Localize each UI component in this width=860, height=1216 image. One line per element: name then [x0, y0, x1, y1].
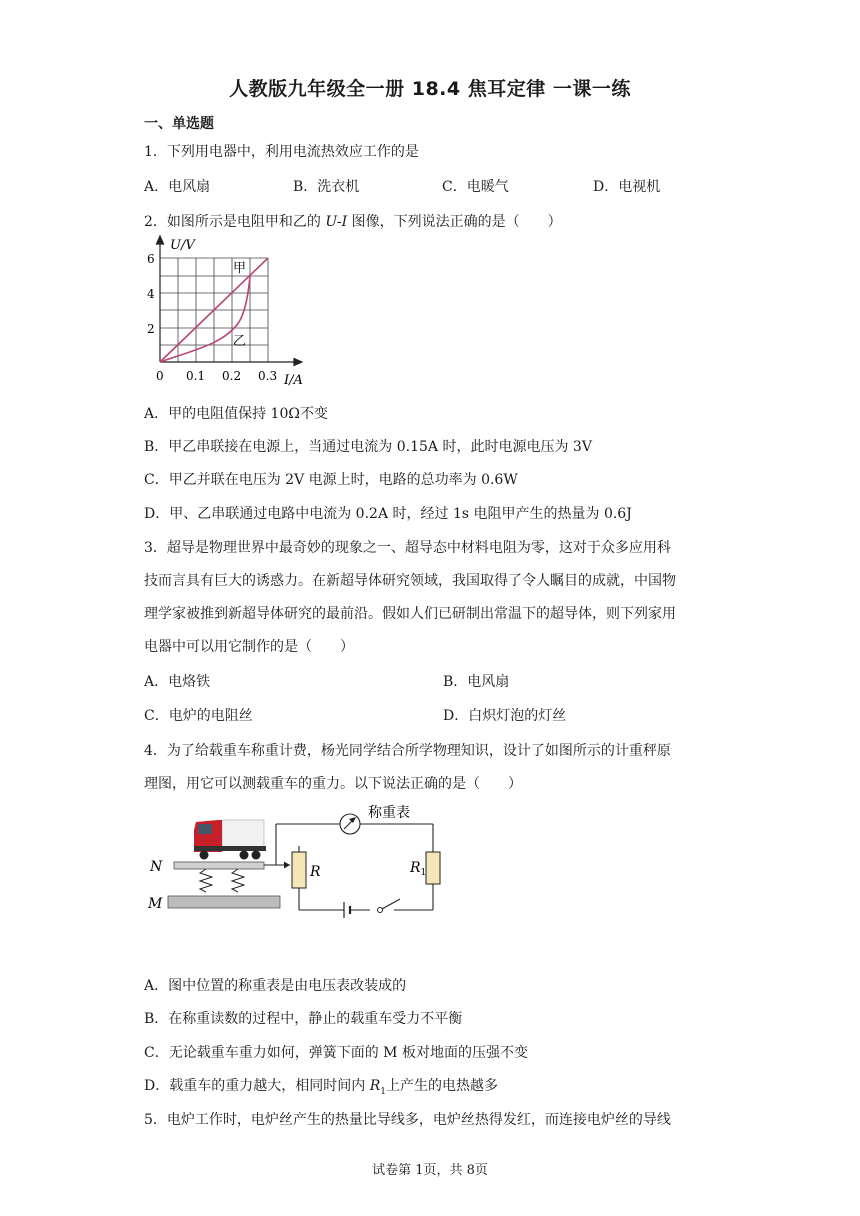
battery-icon [344, 902, 350, 918]
scale-circuit-diagram [144, 798, 444, 928]
x-axis-label: I/A [284, 373, 303, 388]
ui-graph [144, 232, 314, 390]
y-tick: 4 [147, 287, 155, 301]
question-3-option-b: B．电风扇 [443, 674, 510, 690]
question-3-line: 3．超导是物理世界中最奇妙的现象之一、超导态中材料电阻为零，这对于众多应用科 [144, 540, 671, 556]
question-3-option-c: C．电炉的电阻丝 [144, 708, 253, 724]
n-label: N [150, 859, 163, 875]
y-tick: 2 [147, 322, 155, 336]
r-label: R [310, 864, 321, 880]
meter-icon [340, 814, 360, 834]
resistor-r1 [426, 852, 440, 884]
question-4-option-d: D．载重车的重力越大，相同时间内 $R_1$上产生的电热越多 [144, 1078, 498, 1097]
r1-label: $R_1$ [410, 860, 427, 878]
question-2-option-d: D．甲、乙串联通过电路中电流为 0.2A 时，经过 1s 电阻甲产生的热量为 0.6J [144, 506, 632, 522]
question-3-line: 技而言具有巨大的诱惑力。在新超导体研究领域，我国取得了令人瞩目的成就，中国物 [144, 573, 676, 589]
m-label: M [148, 896, 163, 912]
question-3-option-a: A．电烙铁 [144, 674, 211, 690]
question-1-option-b: B．洗衣机 [293, 179, 360, 195]
plate-n [174, 862, 264, 869]
question-1-option-c: C．电暖气 [442, 179, 509, 195]
question-2-option-a: A．甲的电阻值保持 10Ω不变 [144, 406, 328, 422]
x-tick: 0 [156, 369, 164, 383]
question-5-line: 5．电炉工作时，电炉丝产生的热量比导线多，电炉丝热得发红，而连接电炉丝的导线 [144, 1112, 671, 1128]
y-axis-label: U/V [170, 238, 195, 253]
question-2-option-c: C．甲乙并联在电压为 2V 电源上时，电路的总功率为 0.6W [144, 472, 518, 488]
truck-icon [194, 820, 266, 860]
question-3-line: 电器中可以用它制作的是（ ） [144, 639, 354, 655]
question-4-line: 4．为了给载重车称重计费，杨光同学结合所学物理知识，设计了如图所示的计重秤原 [144, 743, 671, 759]
curve-jia-label: 甲 [233, 261, 247, 276]
question-2-stem: 2．如图所示是电阻甲和乙的 U-I 图像，下列说法正确的是（ ） [144, 214, 562, 230]
question-4-option-a: A．图中位置的称重表是由电压表改装成的 [144, 978, 407, 994]
question-3-option-d: D．白炽灯泡的灯丝 [443, 708, 567, 724]
meter-label: 称重表 [368, 805, 410, 821]
question-1-stem: 1．下列用电器中，利用电流热效应工作的是 [144, 144, 419, 160]
spring-right [232, 869, 244, 892]
question-4-option-c: C．无论载重车重力如何，弹簧下面的 M 板对地面的压强不变 [144, 1045, 528, 1061]
y-tick: 6 [147, 252, 155, 266]
question-1-option-d: D．电视机 [593, 179, 661, 195]
x-tick: 0.2 [222, 369, 242, 383]
question-4-line: 理图，用它可以测载重车的重力。以下说法正确的是（ ） [144, 776, 522, 792]
question-2-option-b: B．甲乙串联接在电源上，当通过电流为 0.15A 时，此时电源电压为 3V [144, 439, 592, 455]
x-tick: 0.1 [186, 369, 206, 383]
plate-m [168, 896, 280, 908]
resistor-r [292, 852, 306, 888]
x-tick: 0.3 [258, 369, 278, 383]
question-3-line: 理学家被推到新超导体研究的最前沿。假如人们已研制出常温下的超导体，则下列家用 [144, 606, 676, 622]
page-title: 人教版九年级全一册 18.4 焦耳定律 一课一练 [229, 78, 631, 100]
question-1-option-a: A．电风扇 [144, 179, 211, 195]
spring-left [200, 869, 212, 892]
page-footer: 试卷第 1页，共 8页 [372, 1163, 488, 1178]
section-heading: 一、单选题 [144, 116, 214, 132]
question-4-option-b: B．在称重读数的过程中，静止的载重车受力不平衡 [144, 1011, 463, 1027]
curve-yi-label: 乙 [233, 334, 247, 349]
